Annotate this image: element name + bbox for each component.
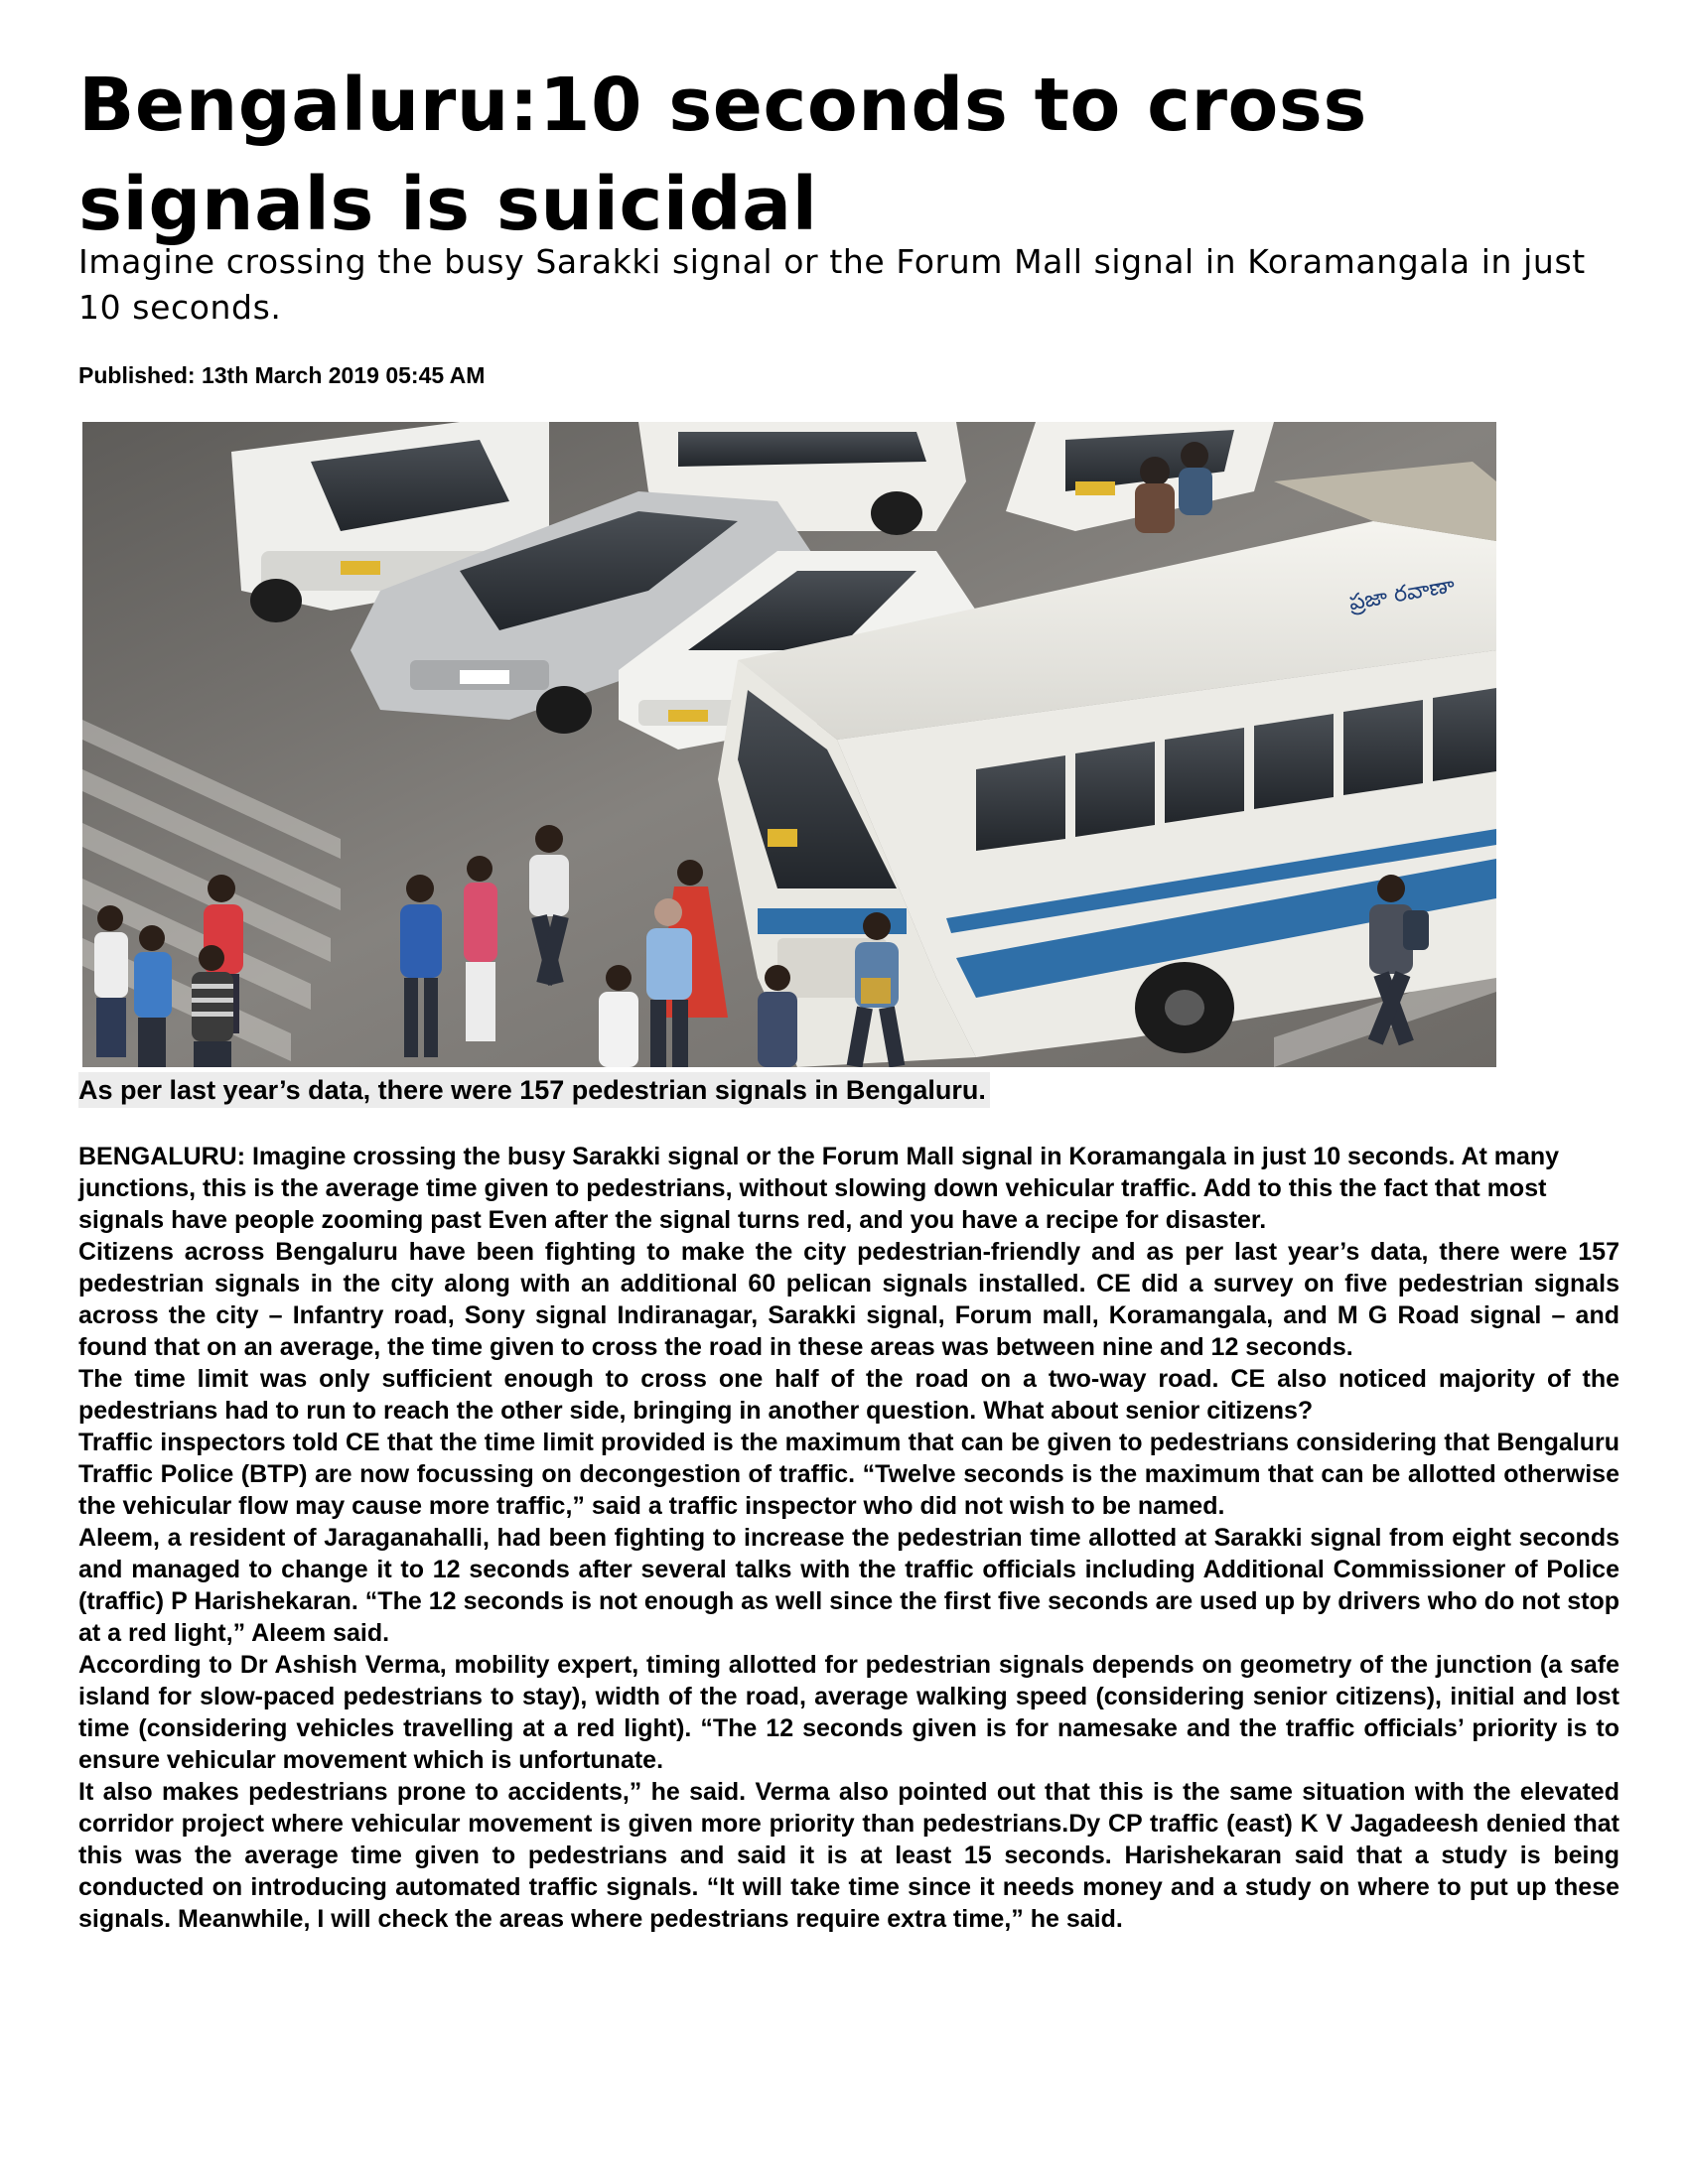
article-paragraph: According to Dr Ashish Verma, mobility expert, timing allotted for pedestrian signals depends on geometry of the junction (a safe island for slow-paced pedestrians to stay), width of the road, average walking speed (considering senior citizens), initial and lost time (considering vehicles travelling at a red light). “The 12 seconds given is for namesake and the traffic officials’ priority is to ensure vehicular movement which is unfortunate.	[78, 1651, 1619, 1774]
article-paragraph: Traffic inspectors told CE that the time limit provided is the maximum that can be given to pedestrians considering that Bengaluru Traffic Police (BTP) are now focussing on decongestion of traffic. “Twelve seconds is the maximum that can be allotted otherwise the vehicular flow may cause more traffic,” said a traffic inspector who did not wish to be named.	[78, 1429, 1619, 1520]
article-subheadline: Imagine crossing the busy Sarakki signal or the Forum Mall signal in Koramangala in just 10 seconds.	[78, 242, 1586, 327]
article-headline: Bengaluru:10 seconds to cross signals is suicidal	[78, 63, 1367, 247]
photo-caption: As per last year’s data, there were 157 pedestrian signals in Bengaluru.	[78, 1072, 990, 1108]
article-body	[78, 1141, 1619, 1935]
street-scene-illustration	[82, 422, 1496, 1067]
publish-date: Published: 13th March 2019 05:45 AM	[78, 362, 486, 388]
article-paragraph: Aleem, a resident of Jaraganahalli, had been fighting to increase the pedestrian time allotted at Sarakki signal from eight seconds and managed to change it to 12 seconds after several talks with the traffic officials including Additional Commissioner of Police (traffic) P Harishekaran. “The 12 seconds is not enough as well since the first five seconds are used up by drivers who do not stop at a red light,” Aleem said.	[78, 1524, 1619, 1647]
article-paragraph: The time limit was only sufficient enough to cross one half of the road on a two-way road. CE also noticed majority of the pedestrians had to run to reach the other side, bringing in another question. What about senior citizens?	[78, 1365, 1619, 1425]
article-photo	[82, 422, 1496, 1067]
bus-lettering: ప్రజా రవాణా	[1346, 572, 1457, 616]
article-paragraph: Citizens across Bengaluru have been fighting to make the city pedestrian-friendly and as per last year’s data, there were 157 pedestrian signals in the city along with an additional 60 pelican signals installed. CE did a survey on five pedestrian signals across the city – Infantry road, Sony signal Indiranagar, Sarakki signal, Forum mall, Koramangala, and M G Road signal – and found that on an average, the time given to cross the road in these areas was between nine and 12 seconds.	[78, 1238, 1619, 1361]
article-paragraph: It also makes pedestrians prone to accidents,” he said. Verma also pointed out that this is the same situation with the elevated corridor project where vehicular movement is given more priority than pedestrians.Dy CP traffic (east) K V Jagadeesh denied that this was the average time given to pedestrians and said it is at least 15 seconds. Harishekaran said that a study is being conducted on introducing automated traffic signals. “It will take time since it needs money and a study on where to put up these signals. Meanwhile, I will check the areas where pedestrians require extra time,” he said.	[78, 1778, 1619, 1933]
article-paragraph: BENGALURU: Imagine crossing the busy Sarakki signal or the Forum Mall signal in Koramangala in just 10 seconds. At many junctions, this is the average time given to pedestrians, without slowing down vehicular traffic. Add to this the fact that most signals have people zooming past Even after the signal turns red, and you have a recipe for disaster.	[78, 1143, 1560, 1234]
